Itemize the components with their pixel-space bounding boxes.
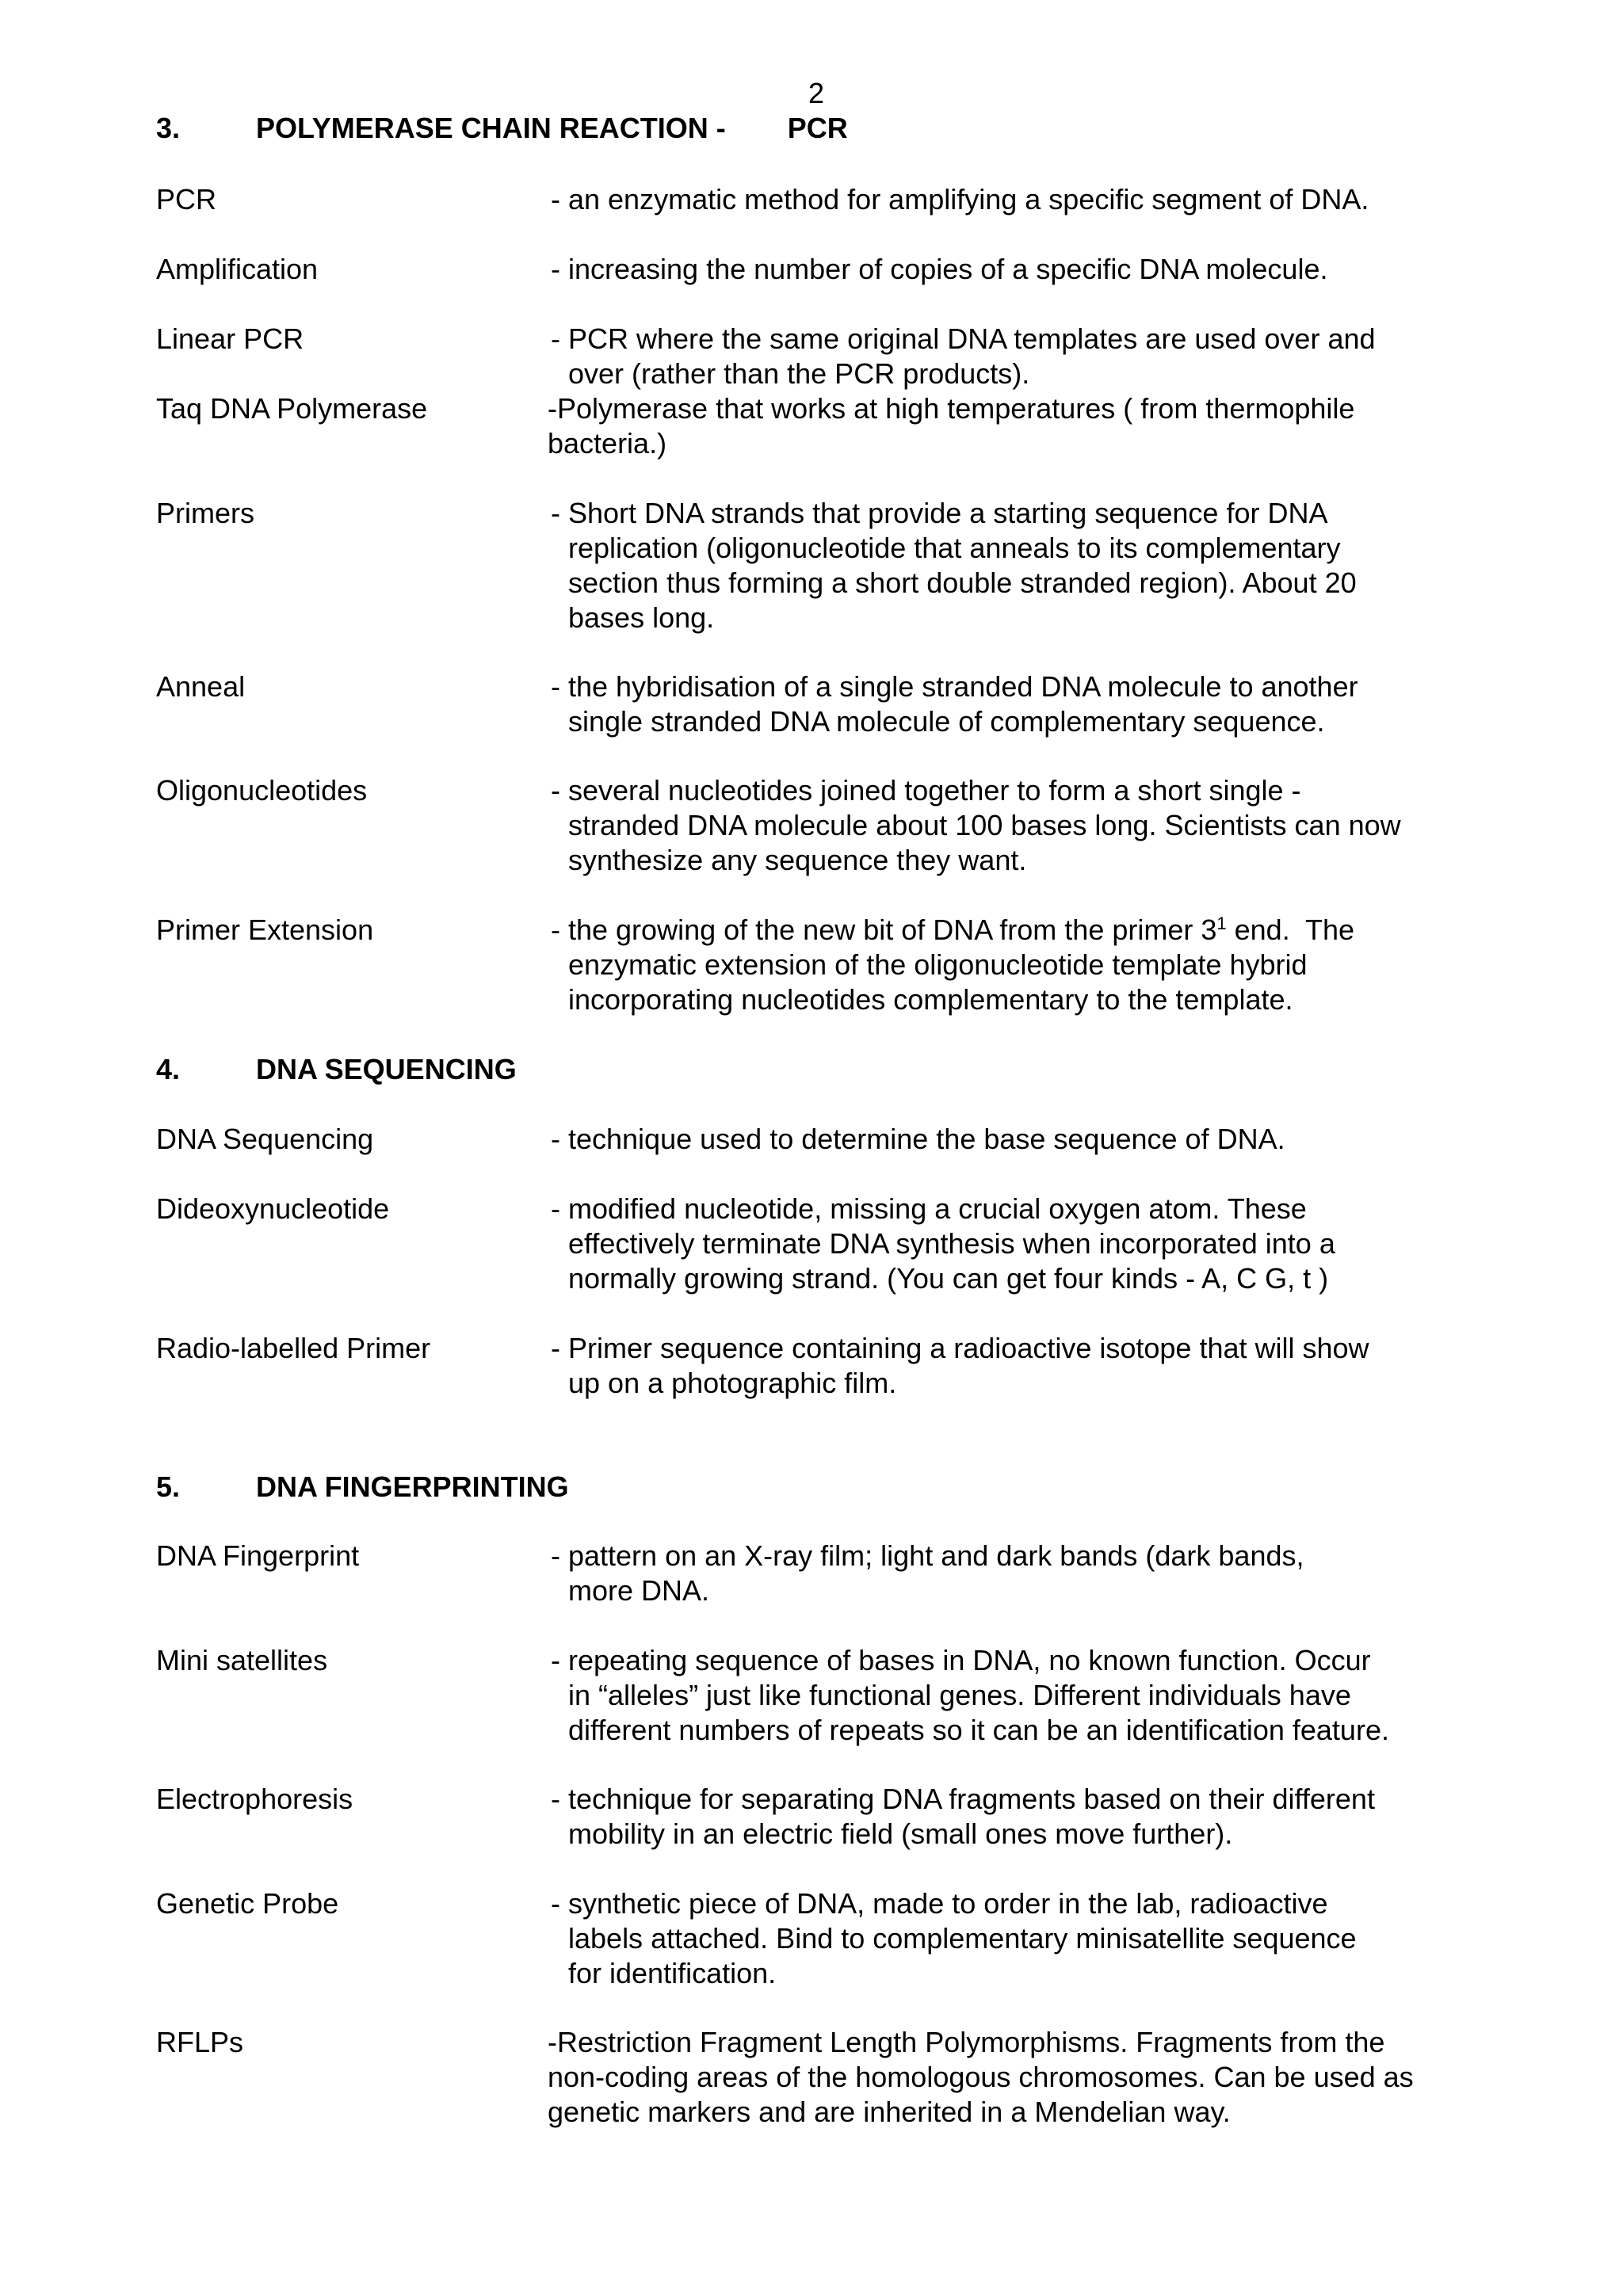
definition-line: bases long. (568, 601, 715, 634)
definition-line-text: - the growing of the new bit of DNA from the primer 3 (551, 913, 1217, 946)
definition-line: - Short DNA strands that provide a starting sequence for DNA (551, 497, 1328, 529)
definition-line (551, 913, 1486, 948)
definition (551, 252, 1486, 287)
definition-line: normally growing strand. (You can get four kinds - A, C G, t ) (568, 1262, 1329, 1295)
definition-line: over (rather than the PCR products). (568, 357, 1030, 390)
definition (551, 1331, 1486, 1401)
section-subtitle: PCR (787, 112, 848, 144)
term: DNA Sequencing (156, 1123, 374, 1155)
term: Primers (156, 497, 254, 529)
definition-line: - increasing the number of copies of a specific DNA molecule. (551, 253, 1328, 285)
definition-line: labels attached. Bind to complementary minisatellite sequence (568, 1922, 1357, 1955)
definition-line: mobility in an electric field (small ones move further). (568, 1817, 1233, 1850)
term: DNA Fingerprint (156, 1539, 360, 1572)
definition-line: - PCR where the same original DNA templates are used over and (551, 322, 1376, 355)
definition (551, 1782, 1486, 1852)
definition-line: - Primer sequence containing a radioactive isotope that will show (551, 1332, 1369, 1364)
definition-line: stranded DNA molecule about 100 bases long. Scientists can now (568, 809, 1401, 841)
page-number: 2 (808, 77, 825, 109)
definition-line: - technique used to determine the base sequence of DNA. (551, 1123, 1285, 1155)
definition (551, 496, 1486, 635)
definition (548, 2025, 1483, 2130)
definition-line: up on a photographic film. (568, 1367, 897, 1399)
term: RFLPs (156, 2026, 244, 2058)
definition (548, 391, 1483, 461)
term: Taq DNA Polymerase (156, 392, 428, 425)
definition (551, 1539, 1486, 1608)
definition-line: synthesize any sequence they want. (568, 844, 1027, 876)
section-heading-3 (156, 111, 848, 146)
definition-line: - repeating sequence of bases in DNA, no known function. Occur (551, 1644, 1371, 1676)
term: Electrophoresis (156, 1783, 353, 1815)
term: Mini satellites (156, 1644, 328, 1676)
term: Anneal (156, 670, 246, 703)
section-title: DNA FINGERPRINTING (256, 1470, 569, 1503)
definition (551, 913, 1486, 1017)
definition (551, 1643, 1486, 1748)
definition-line: in “alleles” just like functional genes. Different individuals have (568, 1679, 1351, 1711)
definition-line: for identification. (568, 1957, 777, 1989)
definition-line: more DNA. (568, 1574, 710, 1607)
term: Radio-labelled Primer (156, 1332, 431, 1364)
definition (551, 322, 1486, 391)
term: Genetic Probe (156, 1887, 339, 1920)
definition-line: genetic markers and are inherited in a Mendelian way. (548, 2096, 1231, 2128)
definition-line: non-coding areas of the homologous chromosomes. Can be used as (548, 2061, 1414, 2093)
definition-line: effectively terminate DNA synthesis when incorporated into a (568, 1227, 1335, 1260)
superscript: 1 (1216, 913, 1227, 933)
section-number: 4. (156, 1053, 181, 1085)
definition-line: -Restriction Fragment Length Polymorphisms. Fragments from the (548, 2026, 1385, 2058)
section-title: DNA SEQUENCING (256, 1053, 517, 1085)
definition-line: single stranded DNA molecule of complementary sequence. (568, 705, 1325, 738)
definition-line: - modified nucleotide, missing a crucial oxygen atom. These (551, 1192, 1307, 1225)
section-heading-5 (156, 1470, 569, 1505)
section-heading-4 (156, 1052, 517, 1087)
definition-line: - technique for separating DNA fragments based on their different (551, 1783, 1375, 1815)
definition-line: different numbers of repeats so it can be an identification feature. (568, 1714, 1389, 1746)
definition-line: incorporating nucleotides complementary to the template. (568, 983, 1293, 1016)
term: Dideoxynucleotide (156, 1192, 390, 1225)
definition-line: -Polymerase that works at high temperatures ( from thermophile (548, 392, 1355, 425)
definition-line: - synthetic piece of DNA, made to order in the lab, radioactive (551, 1887, 1328, 1920)
term: Amplification (156, 253, 319, 285)
definition (551, 1192, 1486, 1296)
definition (551, 182, 1486, 217)
term: Oligonucleotides (156, 774, 368, 807)
definition-line: section thus forming a short double stranded region). About 20 (568, 566, 1357, 599)
definition-line: - pattern on an X-ray film; light and dark bands (dark bands, (551, 1539, 1304, 1572)
definition-line: enzymatic extension of the oligonucleotide template hybrid (568, 948, 1308, 981)
term: PCR (156, 183, 217, 215)
term: Primer Extension (156, 913, 374, 946)
definition-line: replication (oligonucleotide that anneals to its complementary (568, 532, 1341, 564)
definition-line: bacteria.) (548, 427, 667, 460)
term: Linear PCR (156, 322, 304, 355)
section-title: POLYMERASE CHAIN REACTION - (256, 112, 726, 144)
section-number: 3. (156, 112, 181, 144)
definition (551, 773, 1486, 878)
definition (551, 1122, 1486, 1157)
definition-line: - several nucleotides joined together to form a short single - (551, 774, 1301, 807)
definition-line-text: end. The (1226, 913, 1355, 946)
definition (551, 1886, 1486, 1991)
definition (551, 669, 1486, 739)
definition-line: - an enzymatic method for amplifying a specific segment of DNA. (551, 183, 1369, 215)
section-number: 5. (156, 1470, 181, 1503)
definition-line: - the hybridisation of a single stranded DNA molecule to another (551, 670, 1358, 703)
